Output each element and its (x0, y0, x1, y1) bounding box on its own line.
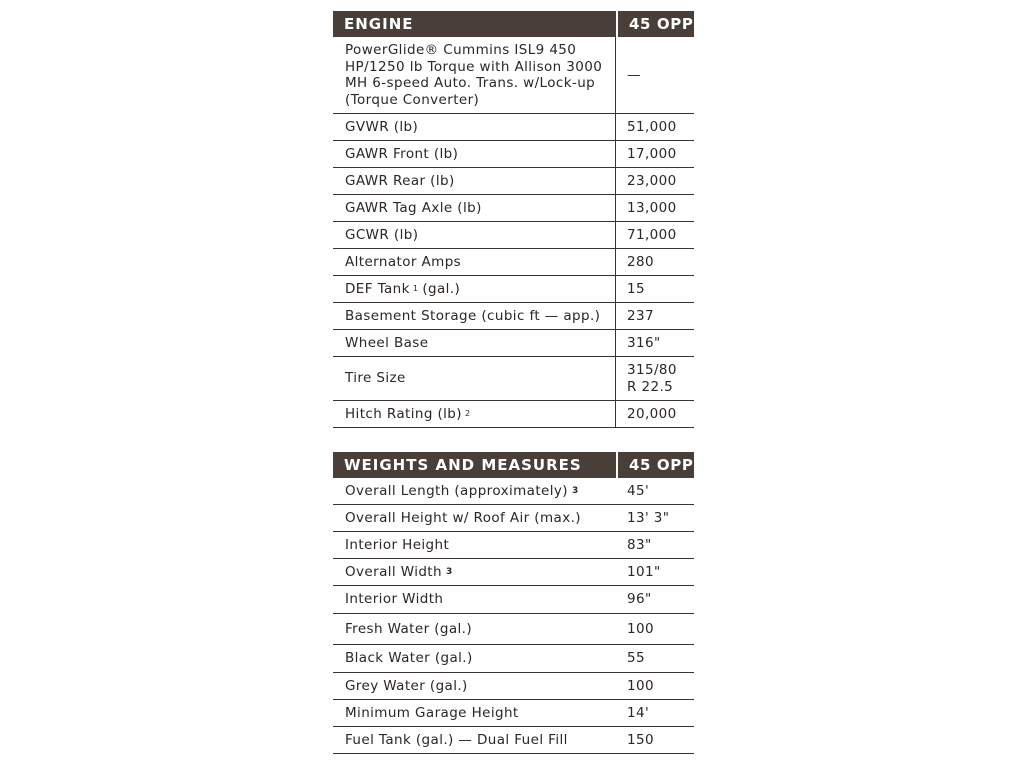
table-row (333, 478, 694, 505)
row-label: Tire Size (333, 357, 616, 400)
weights-header-model: 45 OPP (616, 452, 694, 478)
row-value: 150 (627, 731, 654, 748)
row-label: Interior Width (345, 591, 444, 608)
table-row (333, 532, 694, 559)
row-label-suffix: (gal.) (422, 280, 461, 297)
weights-header-row (333, 452, 694, 478)
row-value: 13,000 (627, 199, 677, 216)
table-row (333, 168, 694, 195)
row-label: GAWR Tag Axle (lb) (333, 195, 616, 221)
table-row (333, 401, 694, 428)
table-row (333, 330, 694, 357)
row-label-text: Overall Length (approximately) (345, 482, 568, 499)
weights-header-title: WEIGHTS AND MEASURES (344, 456, 582, 474)
row-value: 71,000 (627, 226, 677, 243)
row-label: Overall Height w/ Roof Air (max.) (345, 509, 581, 526)
weights-spec-table (333, 452, 694, 754)
row-label: GAWR Front (lb) (333, 141, 616, 167)
row-label (333, 276, 616, 302)
row-label: Interior Height (345, 536, 450, 553)
row-value: 45' (627, 482, 650, 499)
table-row (333, 559, 694, 586)
row-label: Basement Storage (cubic ft — app.) (333, 303, 616, 329)
row-value: 316" (627, 334, 661, 351)
engine-header-title: ENGINE (344, 15, 414, 33)
table-row (333, 614, 694, 645)
row-label: GCWR (lb) (333, 222, 616, 248)
row-label-text: Hitch Rating (lb) (345, 405, 462, 422)
footnote-marker: 2 (464, 408, 471, 418)
row-value: 14' (627, 704, 650, 721)
row-value: — (627, 66, 641, 83)
row-value: 15 (627, 280, 645, 297)
row-value: 96" (627, 591, 652, 608)
table-row (333, 222, 694, 249)
row-label: Black Water (gal.) (345, 650, 473, 667)
row-value: 237 (627, 307, 654, 324)
footnote-marker: 1 (412, 283, 419, 293)
table-row (333, 586, 694, 614)
row-value: 101" (627, 563, 661, 580)
row-label: Fuel Tank (gal.) — Dual Fuel Fill (345, 731, 568, 748)
row-value: 100 (627, 677, 654, 694)
engine-spec-table (333, 11, 694, 428)
table-row (333, 195, 694, 222)
footnote-marker: 3 (571, 485, 579, 496)
row-label: Minimum Garage Height (345, 704, 519, 721)
row-value: 23,000 (627, 172, 677, 189)
row-label: GVWR (lb) (333, 114, 616, 140)
table-row (333, 505, 694, 532)
table-row (333, 357, 694, 401)
row-label: GAWR Rear (lb) (333, 168, 616, 194)
table-row (333, 673, 694, 700)
row-value: 13' 3" (627, 509, 670, 526)
row-label-text: Overall Width (345, 563, 442, 580)
engine-header-model: 45 OPP (616, 11, 694, 37)
table-row (333, 276, 694, 303)
row-value: 315/80 R 22.5 (627, 362, 677, 395)
row-label: Fresh Water (gal.) (345, 620, 473, 637)
footnote-marker: 3 (445, 566, 453, 577)
row-value: 20,000 (627, 405, 677, 422)
row-label (333, 559, 616, 585)
row-value: 51,000 (627, 118, 677, 135)
row-label (333, 478, 616, 504)
row-label (333, 401, 616, 427)
row-value: 280 (627, 253, 654, 270)
row-label: Wheel Base (333, 330, 616, 356)
table-row (333, 645, 694, 673)
row-label: PowerGlide® Cummins ISL9 450 HP/1250 lb Torque with Allison 3000 MH 6-speed Auto. Trans. w/Lock-up (Torque Converter) (333, 37, 616, 113)
table-row (333, 700, 694, 727)
row-value: 100 (627, 620, 654, 637)
table-row (333, 141, 694, 168)
row-label: Alternator Amps (333, 249, 616, 275)
table-row (333, 727, 694, 754)
table-row (333, 303, 694, 330)
table-row (333, 37, 694, 114)
row-value: 17,000 (627, 145, 677, 162)
table-row (333, 249, 694, 276)
row-value: 83" (627, 536, 652, 553)
row-value: 55 (627, 650, 645, 667)
engine-header-row (333, 11, 694, 37)
row-label: Grey Water (gal.) (345, 677, 468, 694)
row-label-text: DEF Tank (345, 280, 410, 297)
table-row (333, 114, 694, 141)
